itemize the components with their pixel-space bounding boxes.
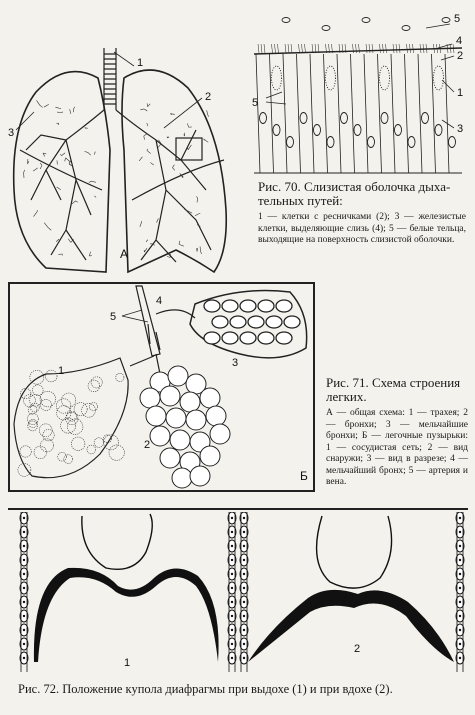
mucosa-label-5-left: 5 [252, 97, 259, 109]
diaphragm-label-2: 2 [354, 643, 361, 655]
mucosa-label-3: 3 [457, 123, 464, 135]
fig72-caption: Рис. 72. Положение купола диафрагмы при выдохе (1) и при вдохе (2). [18, 682, 393, 696]
alveoli-label-2: 2 [144, 439, 151, 451]
mucosa-label-2: 2 [457, 50, 464, 62]
fig70-caption [258, 180, 466, 247]
fig71-caption-legend: А — общая схема: 1 — трахея; 2 — бронхи; 3 — мельчайшие бронхи; Б — легочные пузырьки: 1 — сосудистая сеть; 2 — вид снаружи; 3 — вид в разрезе; 4 — мельчайший бронх; 5 — артерия и вена. [326, 408, 468, 487]
lungs-panel-letter: А [120, 247, 129, 261]
lungs-label-2: 2 [205, 91, 212, 103]
mucosa-label-1: 1 [457, 87, 464, 99]
mucosa-label-4: 4 [456, 35, 463, 47]
fig72-top-rule [8, 508, 468, 510]
lungs-diagram [6, 40, 234, 278]
alveoli-label-3: 3 [232, 357, 239, 369]
alveoli-label-1: 1 [58, 365, 65, 377]
fig71-caption-title: Рис. 71. Схема строения легких. [326, 375, 461, 404]
fig70-caption-title: Рис. 70. Слизистая оболочка дыха-тельных путей: [258, 179, 451, 208]
diaphragm-diagram [8, 512, 470, 672]
lungs-label-1: 1 [137, 57, 144, 69]
alveoli-label-5: 5 [110, 311, 117, 323]
alveoli-label-4: 4 [156, 295, 163, 307]
lungs-label-3: 3 [8, 127, 15, 139]
alveoli-diagram [10, 284, 313, 490]
fig71-caption [326, 376, 468, 489]
mucosa-diagram [246, 8, 470, 180]
mucosa-label-5-top: 5 [454, 13, 461, 25]
fig70-caption-legend: 1 — клетки с ресничками (2); 3 — железистые клетки, выделяющие слизь (4); 5 — белые тельца, выходящие на поверхность слизистой оболочки. [258, 212, 466, 245]
alveoli-panel-letter: Б [300, 469, 308, 483]
diaphragm-label-1: 1 [124, 657, 131, 669]
